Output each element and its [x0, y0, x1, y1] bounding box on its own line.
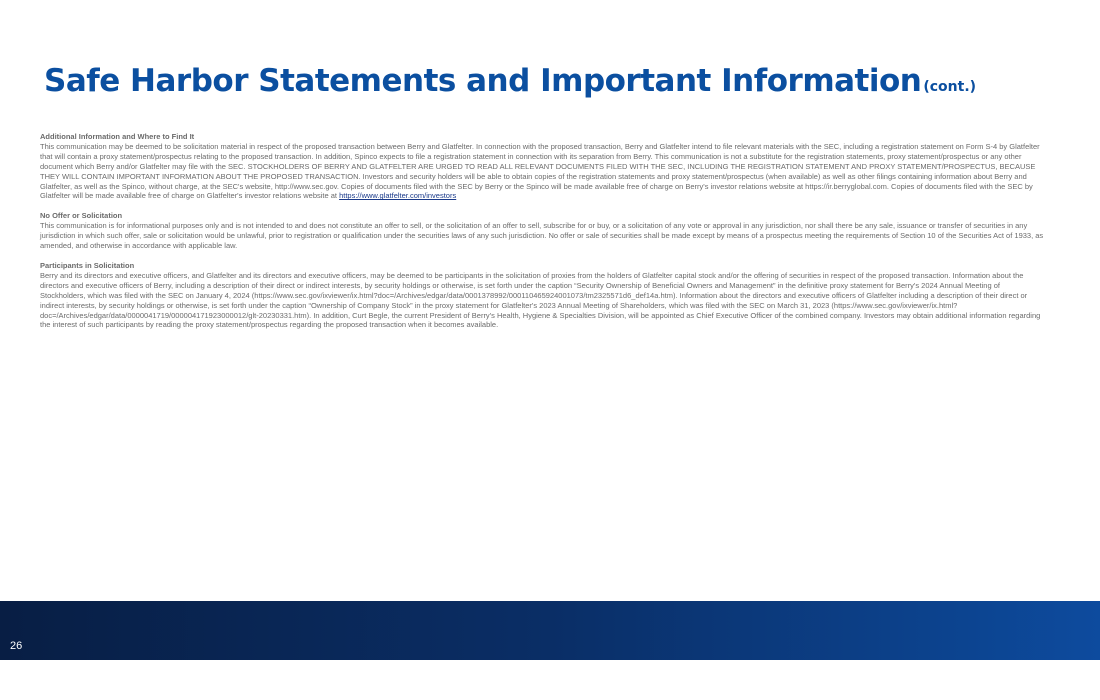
footer-bar [0, 601, 1100, 660]
legal-content [40, 132, 1045, 340]
page-title-main: Safe Harbor Statements and Important Information [44, 63, 922, 99]
section-body-text: This communication may be deemed to be solicitation material in respect of the proposed transaction between Berry and Glatfelter. In connection with the proposed transaction, Berry and Glatfelter intend to file relevant materials with the SEC, including a registration statement on Form S-4 by Glatfelter that will contain a proxy statement/prospectus relating to the proposed transaction. In addition, Spinco expects to file a registration statement in connection with its separation from Berry. This communication is not a substitute for the registration statements, proxy statement/prospectus or any other document which Berry and/or Glatfelter may file with the SEC. STOCKHOLDERS OF BERRY AND GLATFELTER ARE URGED TO READ ALL RELEVANT DOCUMENTS FILED WITH THE SEC, INCLUDING THE REGISTRATION STATEMENT AND PROXY STATEMENT/PROSPECTUS, BECAUSE THEY WILL CONTAIN IMPORTANT INFORMATION ABOUT THE PROPOSED TRANSACTION. Investors and security holders will be able to obtain copies of the registration statements and proxy statement/prospectus (when available) as well as other filings containing information about Berry and Glatfelter, as well as the Spinco, without charge, at the SEC's website, http://www.sec.gov. Copies of documents filed with the SEC by Berry or the Spinco will be made available free of charge on Berry's investor relations website at https://ir.berryglobal.com. Copies of documents filed with the SEC by Glatfelter will be made available free of charge on Glatfelter's investor relations website at [40, 141, 1040, 201]
glatfelter-investors-link[interactable]: https://www.glatfelter.com/investors [339, 191, 457, 201]
section-body: This communication is for informational purposes only and is not intended to and does not constitute an offer to sell, or the solicitation of an offer to sell, subscribe for or buy, or a solicitation of any vote or approval in any jurisdiction, nor shall there be any sale, issuance or transfer of securities in any jurisdiction in which such offer, sale or solicitation would be unlawful, prior to registration or qualification under the securities laws of any such jurisdiction. No offer or sale of securities shall be made except by means of a prospectus meeting the requirements of Section 10 of the Securities Act of 1933, as amended, and otherwise in accordance with applicable law. [40, 221, 1044, 251]
section-body [40, 142, 1045, 201]
section-no-offer [40, 211, 1045, 251]
section-participants [40, 261, 1045, 330]
section-body: Berry and its directors and executive officers, and Glatfelter and its directors and executive officers, may be deemed to be participants in the solicitation of proxies from the holders of Glatfelter capital stock and/or the offering of securities in respect of the proposed transaction. Information about the directors and executive officers of Berry, including a description of their direct or indirect interests, by security holdings or otherwise, is set forth under the caption “Security Ownership of Beneficial Owners and Management” in the definitive proxy statement for Berry's 2024 Annual Meeting of Stockholders, which was filed with the SEC on January 4, 2024 (https://www.sec.gov/ixviewer/ix.html?doc=/Archives/edgar/data/0001378992/000110465924001073/tm2325571d6_def14a.htm). Information about the directors and executive officers of Glatfelter including a description of their direct or indirect interests, by security holdings or otherwise, is set forth under the caption “Ownership of Company Stock” in the proxy statement for Glatfelter's 2023 Annual Meeting of Shareholders, which was filed with the SEC on March 31, 2023 (https://www.sec.gov/ixviewer/ix.html?doc=/Archives/edgar/data/0000041719/000004171923000012/glt-20230331.htm). In addition, Curt Begle, the current President of Berry's Health, Hygiene & Specialties Division, will be appointed as Chief Executive Officer of the combined company. Investors may obtain additional information regarding the interest of such participants by reading the proxy statement/prospectus regarding the proposed transaction when it becomes available. [40, 270, 1041, 330]
section-heading: Additional Information and Where to Find It [40, 132, 195, 141]
page-title [44, 63, 976, 99]
section-heading: No Offer or Solicitation [40, 211, 123, 221]
page-title-suffix: (cont.) [923, 79, 977, 95]
section-heading: Participants in Solicitation [40, 260, 135, 270]
page-number: 26 [10, 640, 23, 652]
section-additional-information [40, 132, 1045, 201]
